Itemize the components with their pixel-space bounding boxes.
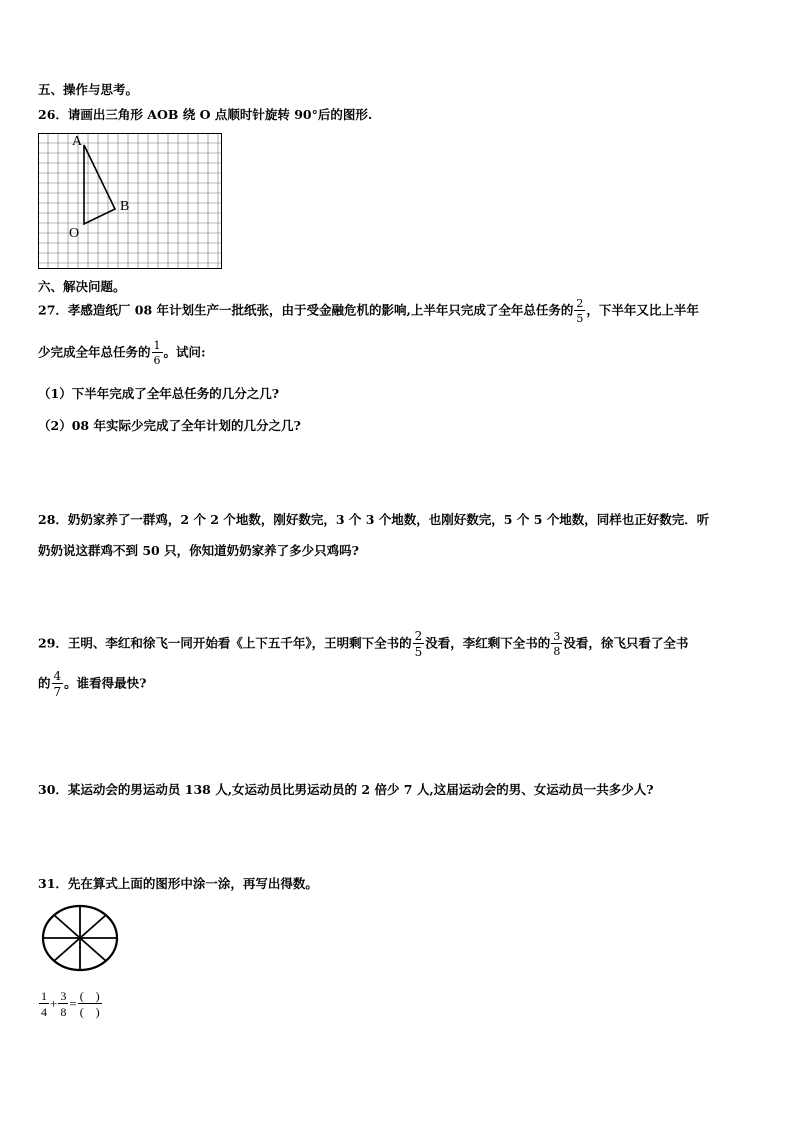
fraction-three-eighths: $\frac{3}{8}$: [553, 630, 561, 658]
answer-blank-fraction[interactable]: $\frac{( )}{( )}$: [79, 989, 100, 1019]
equals-sign: =: [69, 996, 77, 1011]
question-27-line-2: [38, 340, 206, 366]
q27-text-d: 。试问:: [163, 344, 206, 360]
point-a-label: A: [72, 134, 83, 149]
rotation-grid-figure: [38, 133, 222, 272]
circle-eighths-figure: [40, 903, 120, 976]
q29-text-a: 29．王明、李红和徐飞一同开始看《上下五千年》，王明剩下全书的: [38, 635, 412, 651]
fraction-three-eighths: $\frac{3}{8}$: [60, 989, 67, 1019]
fraction-four-sevenths: $\frac{4}{7}$: [53, 669, 62, 699]
section-6-title: 六、解决问题。: [38, 279, 126, 294]
grid-border: [39, 134, 222, 269]
q29-text-c: 没看，徐飞只看了全书: [563, 635, 689, 651]
question-27-sub-1: （1）下半年完成了全年总任务的几分之几?: [38, 386, 280, 401]
triangle-aob: [84, 145, 115, 224]
plus-sign: +: [50, 996, 58, 1011]
q27-text-b: ，下半年又比上半年: [586, 302, 699, 318]
fraction-two-fifths: $\frac{2}{5}$: [576, 297, 584, 325]
q27-text-a: 27．孝感造纸厂 08 年计划生产一批纸张，由于受金融危机的影响,上半年只完成了全年总任务的: [38, 302, 574, 318]
section-5-title: 五、操作与思考。: [38, 82, 139, 97]
question-26-text: 26．请画出三角形 AOB 绕 O 点顺时针旋转 90°后的图形.: [38, 107, 373, 122]
point-b-label: B: [120, 199, 130, 214]
question-31-text: 31．先在算式上面的图形中涂一涂，再写出得数。: [38, 876, 318, 891]
grid-svg: [38, 133, 222, 269]
question-30-text: 30．某运动会的男运动员 138 人,女运动员比男运动员的 2 倍少 7 人,这届运动会的男、女运动员一共多少人?: [38, 782, 654, 797]
q29-text-b: 没看，李红剩下全书的: [425, 635, 551, 651]
fraction-one-quarter: $\frac{1}{4}$: [41, 989, 47, 1019]
question-28-line-2: 奶奶说这群鸡不到 50 只，你知道奶奶家养了多少只鸡吗?: [38, 543, 359, 558]
q31-expression: [38, 990, 103, 1018]
question-29-line-2: [38, 670, 146, 698]
point-o-label: O: [69, 226, 80, 241]
question-27-line-1: [38, 298, 699, 324]
circle-svg: [40, 903, 120, 973]
question-27-sub-2: （2）08 年实际少完成了全年计划的几分之几?: [38, 418, 301, 433]
q27-text-c: 少完成全年总任务的: [38, 344, 151, 360]
question-29-line-1: [38, 630, 688, 658]
q29-text-d: 的: [38, 675, 51, 691]
question-28-line-1: 28．奶奶家养了一群鸡，2 个 2 个地数，刚好数完，3 个 3 个地数，也刚好数完，5 个 5 个地数，同样也正好数完．听: [38, 512, 710, 527]
fraction-two-fifths: $\frac{2}{5}$: [414, 629, 423, 659]
grid-lines: [38, 133, 222, 269]
fraction-one-sixth: $\frac{1}{6}$: [153, 339, 161, 367]
q29-text-e: 。谁看得最快?: [64, 675, 147, 691]
